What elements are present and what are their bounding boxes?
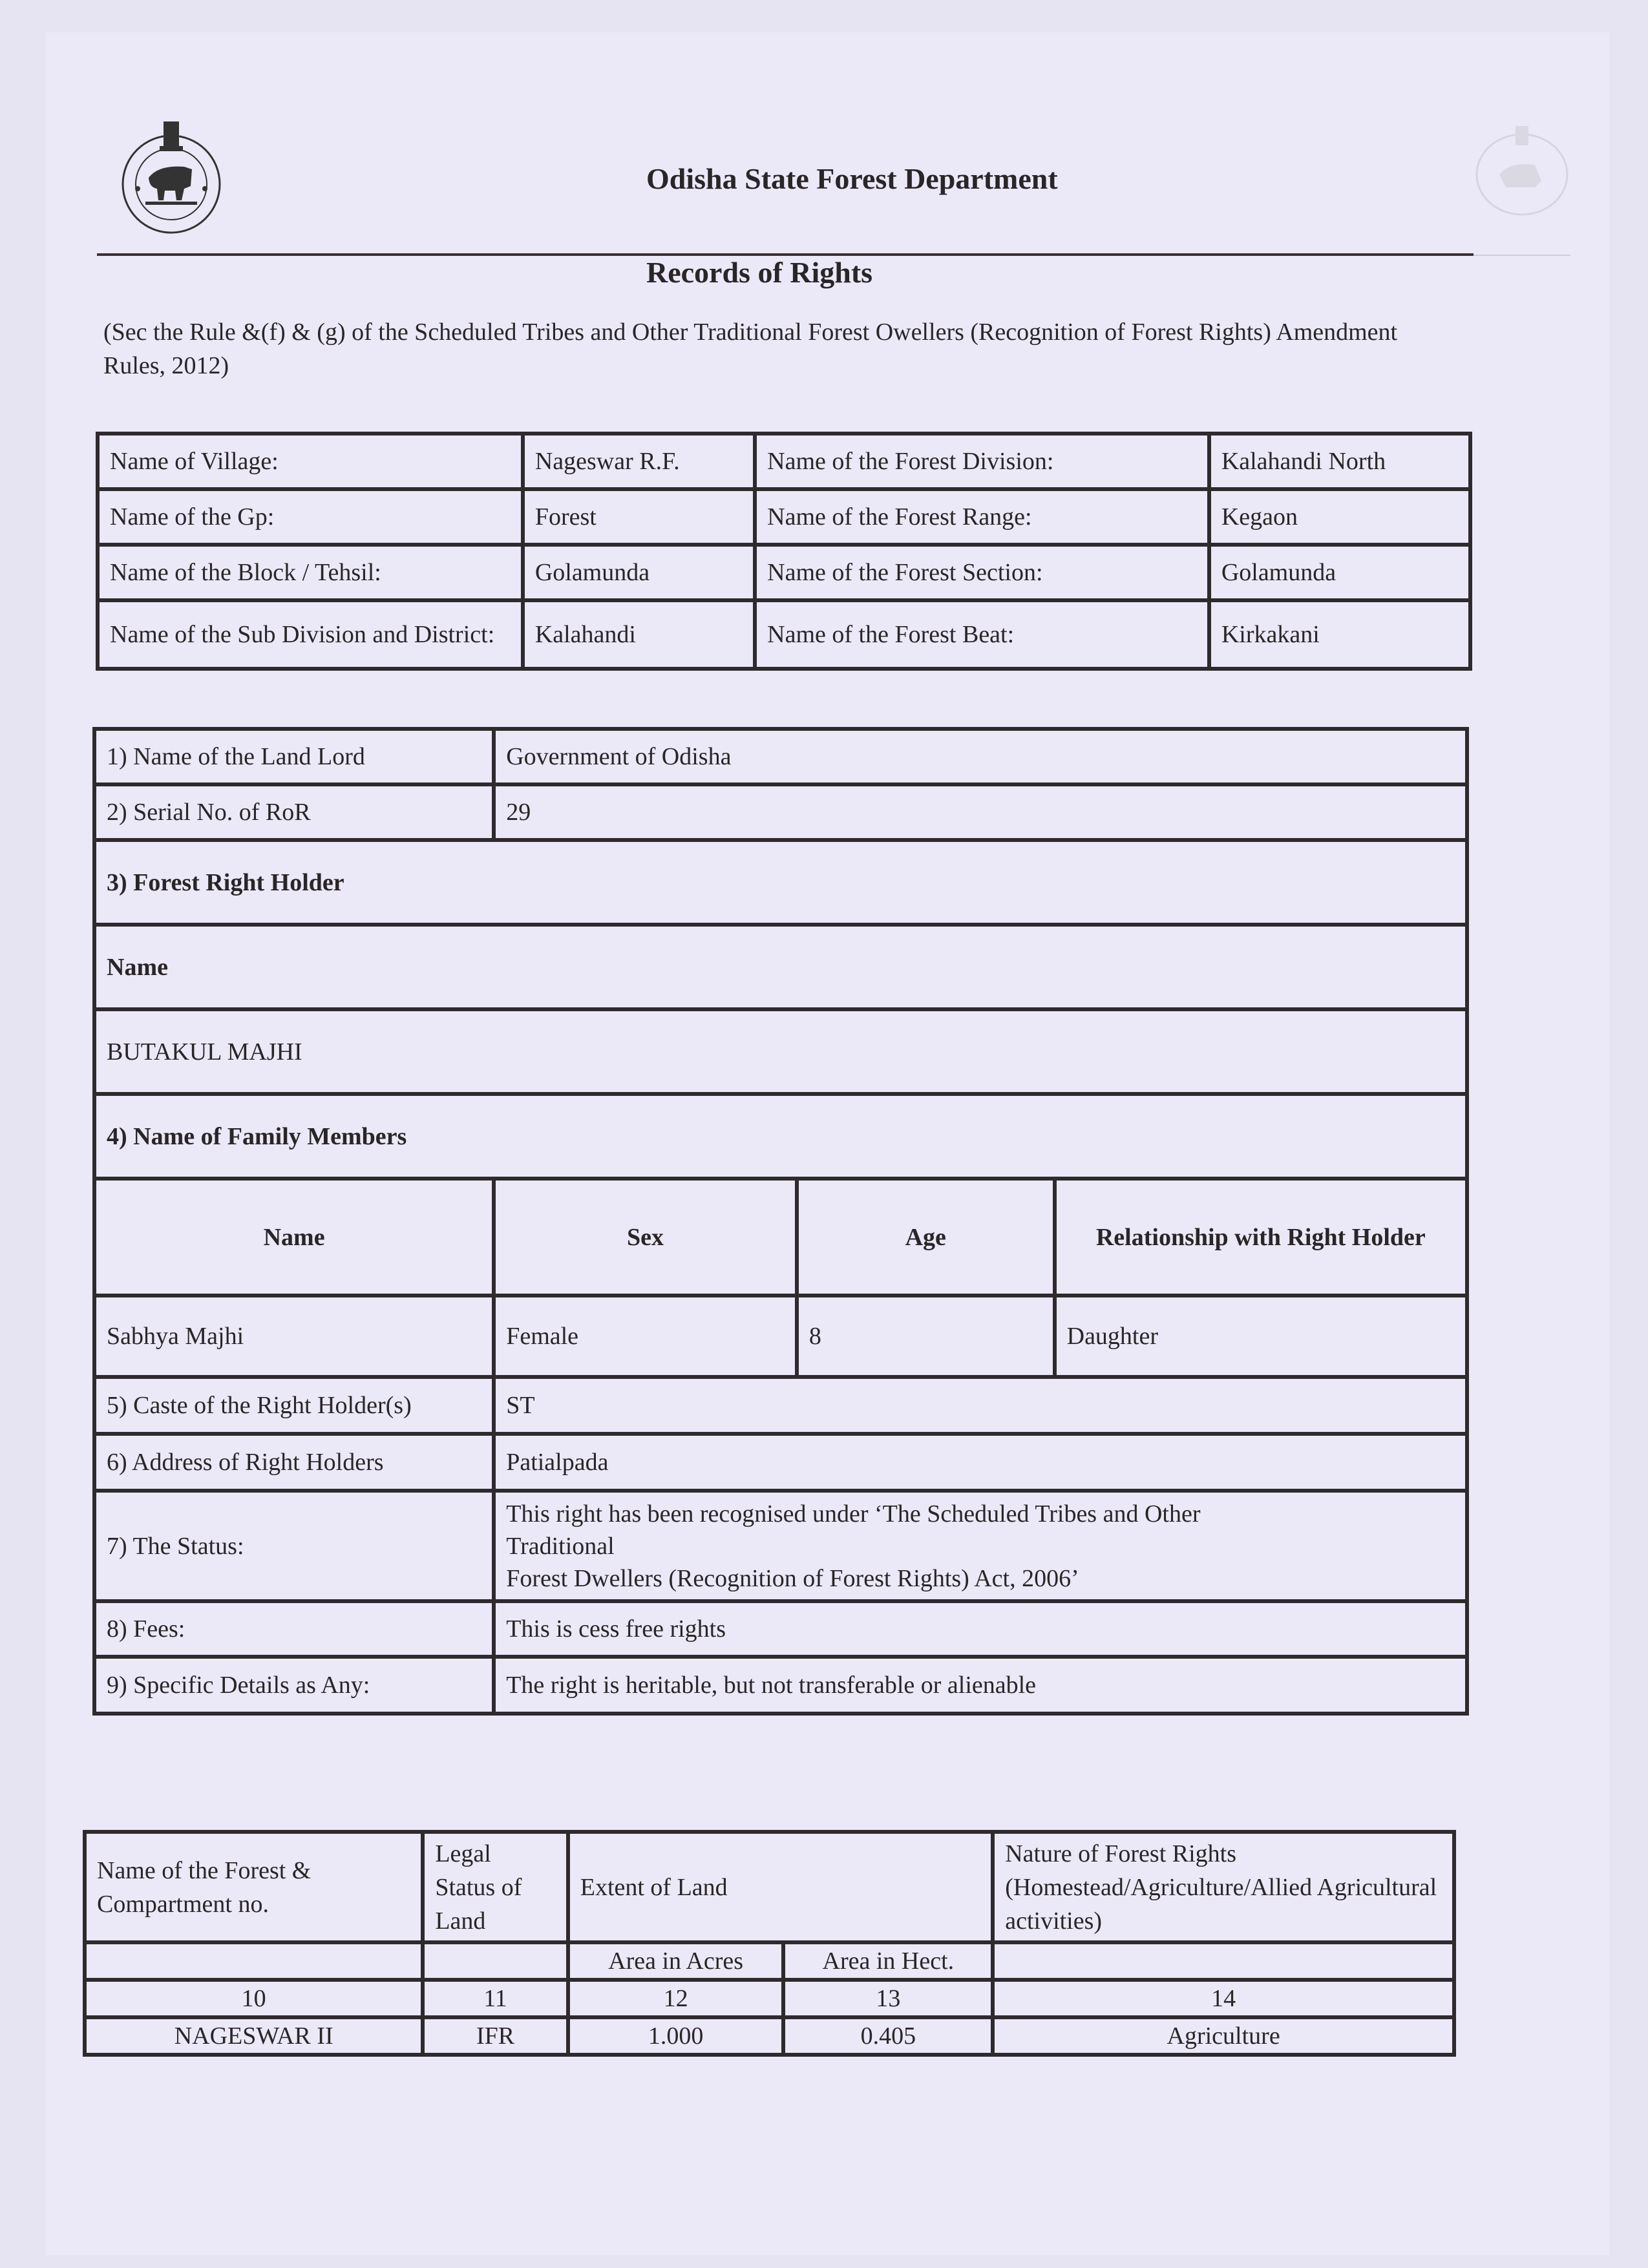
forest-section-label: Name of the Forest Section: bbox=[755, 545, 1209, 600]
village-label: Name of Village: bbox=[98, 434, 523, 489]
serial-label: 2) Serial No. of RoR bbox=[94, 784, 494, 840]
village-value: Nageswar R.F. bbox=[523, 434, 755, 489]
table-row bbox=[94, 1491, 1467, 1601]
gp-label: Name of the Gp: bbox=[98, 489, 523, 545]
family-header-row bbox=[94, 1179, 1467, 1296]
holder-heading: 3) Forest Right Holder bbox=[94, 840, 1467, 925]
faded-emblem-icon bbox=[1470, 123, 1574, 220]
land-data-row bbox=[85, 2017, 1454, 2055]
status-line-1: This right has been recognised under ‘The Scheduled Tribes and Other bbox=[506, 1500, 1201, 1528]
land-nature: Agriculture bbox=[993, 2017, 1454, 2055]
department-title: Odisha State Forest Department bbox=[646, 162, 1058, 195]
table-row bbox=[94, 1601, 1467, 1657]
subdivision-label: Name of the Sub Division and District: bbox=[98, 600, 523, 669]
land-sub-hect: Area in Hect. bbox=[783, 1942, 993, 1980]
land-sub-blank bbox=[993, 1942, 1454, 1980]
odisha-emblem-icon bbox=[113, 116, 229, 239]
forest-section-value: Golamunda bbox=[1209, 545, 1470, 600]
table-row bbox=[98, 434, 1470, 489]
address-label: 6) Address of Right Holders bbox=[94, 1434, 494, 1491]
table-row bbox=[94, 840, 1467, 925]
land-num-10: 10 bbox=[85, 1980, 423, 2017]
land-lord-value: Government of Odisha bbox=[494, 729, 1467, 784]
land-legal-status: IFR bbox=[423, 2017, 567, 2055]
caste-label: 5) Caste of the Right Holder(s) bbox=[94, 1377, 494, 1434]
record-table bbox=[92, 727, 1469, 1716]
land-num-13: 13 bbox=[783, 1980, 993, 2017]
fees-label: 8) Fees: bbox=[94, 1601, 494, 1657]
family-heading: 4) Name of Family Members bbox=[94, 1094, 1467, 1179]
forest-division-label: Name of the Forest Division: bbox=[755, 434, 1209, 489]
land-area-acres: 1.000 bbox=[568, 2017, 784, 2055]
land-col-nature: Nature of Forest Rights (Homestead/Agriculture/Allied Agricultural activities) bbox=[993, 1832, 1454, 1942]
land-num-12: 12 bbox=[568, 1980, 784, 2017]
family-col-relationship: Relationship with Right Holder bbox=[1055, 1179, 1467, 1296]
table-row bbox=[98, 600, 1470, 669]
land-subheader-row bbox=[85, 1942, 1454, 1980]
details-label: 9) Specific Details as Any: bbox=[94, 1657, 494, 1714]
serial-value: 29 bbox=[494, 784, 1467, 840]
family-member-sex: Female bbox=[494, 1296, 797, 1377]
holder-name: BUTAKUL MAJHI bbox=[94, 1009, 1467, 1094]
land-sub-blank bbox=[85, 1942, 423, 1980]
forest-range-label: Name of the Forest Range: bbox=[755, 489, 1209, 545]
land-header-row bbox=[85, 1832, 1454, 1942]
status-line-2: Traditional bbox=[506, 1532, 615, 1560]
land-num-14: 14 bbox=[993, 1980, 1454, 2017]
table-row bbox=[98, 489, 1470, 545]
table-row bbox=[94, 1657, 1467, 1714]
address-value: Patialpada bbox=[494, 1434, 1467, 1491]
fees-value: This is cess free rights bbox=[494, 1601, 1467, 1657]
table-row bbox=[94, 1434, 1467, 1491]
table-row bbox=[94, 729, 1467, 784]
document-subtitle: (Sec the Rule &(f) & (g) of the Scheduled Tribes and Other Traditional Forest Owellers (Recognition of Forest Rights) Amendment Rules, 2012) bbox=[103, 319, 1398, 379]
document-title: Records of Rights bbox=[646, 256, 873, 289]
name-heading: Name bbox=[94, 925, 1467, 1009]
land-lord-label: 1) Name of the Land Lord bbox=[94, 729, 494, 784]
table-row bbox=[94, 925, 1467, 1009]
forest-division-value: Kalahandi North bbox=[1209, 434, 1470, 489]
land-sub-blank bbox=[423, 1942, 567, 1980]
status-line-3: Forest Dwellers (Recognition of Forest Rights) Act, 2006’ bbox=[506, 1564, 1079, 1592]
header-divider-faint bbox=[1474, 255, 1570, 256]
family-col-name: Name bbox=[94, 1179, 494, 1296]
caste-value: ST bbox=[494, 1377, 1467, 1434]
table-row bbox=[94, 784, 1467, 840]
land-col-extent: Extent of Land bbox=[568, 1832, 993, 1942]
family-member-row bbox=[94, 1296, 1467, 1377]
family-member-name: Sabhya Majhi bbox=[94, 1296, 494, 1377]
location-table bbox=[96, 432, 1472, 671]
land-sub-acres: Area in Acres bbox=[568, 1942, 784, 1980]
table-row bbox=[94, 1094, 1467, 1179]
land-col-forest: Name of the Forest & Compartment no. bbox=[85, 1832, 423, 1942]
block-label: Name of the Block / Tehsil: bbox=[98, 545, 523, 600]
land-table bbox=[83, 1830, 1456, 2057]
status-label: 7) The Status: bbox=[94, 1491, 494, 1601]
land-number-row bbox=[85, 1980, 1454, 2017]
gp-value: Forest bbox=[523, 489, 755, 545]
forest-range-value: Kegaon bbox=[1209, 489, 1470, 545]
family-member-relationship: Daughter bbox=[1055, 1296, 1467, 1377]
subdivision-value: Kalahandi bbox=[523, 600, 755, 669]
land-area-hect: 0.405 bbox=[783, 2017, 993, 2055]
family-col-sex: Sex bbox=[494, 1179, 797, 1296]
land-forest-name: NAGESWAR II bbox=[85, 2017, 423, 2055]
land-col-legal: Legal Status of Land bbox=[423, 1832, 567, 1942]
table-row bbox=[98, 545, 1470, 600]
details-value: The right is heritable, but not transferable or alienable bbox=[494, 1657, 1467, 1714]
forest-beat-label: Name of the Forest Beat: bbox=[755, 600, 1209, 669]
block-value: Golamunda bbox=[523, 545, 755, 600]
table-row bbox=[94, 1009, 1467, 1094]
table-row bbox=[94, 1377, 1467, 1434]
forest-beat-value: Kirkakani bbox=[1209, 600, 1470, 669]
family-member-age: 8 bbox=[797, 1296, 1055, 1377]
land-num-11: 11 bbox=[423, 1980, 567, 2017]
status-value bbox=[494, 1491, 1467, 1601]
family-col-age: Age bbox=[797, 1179, 1055, 1296]
